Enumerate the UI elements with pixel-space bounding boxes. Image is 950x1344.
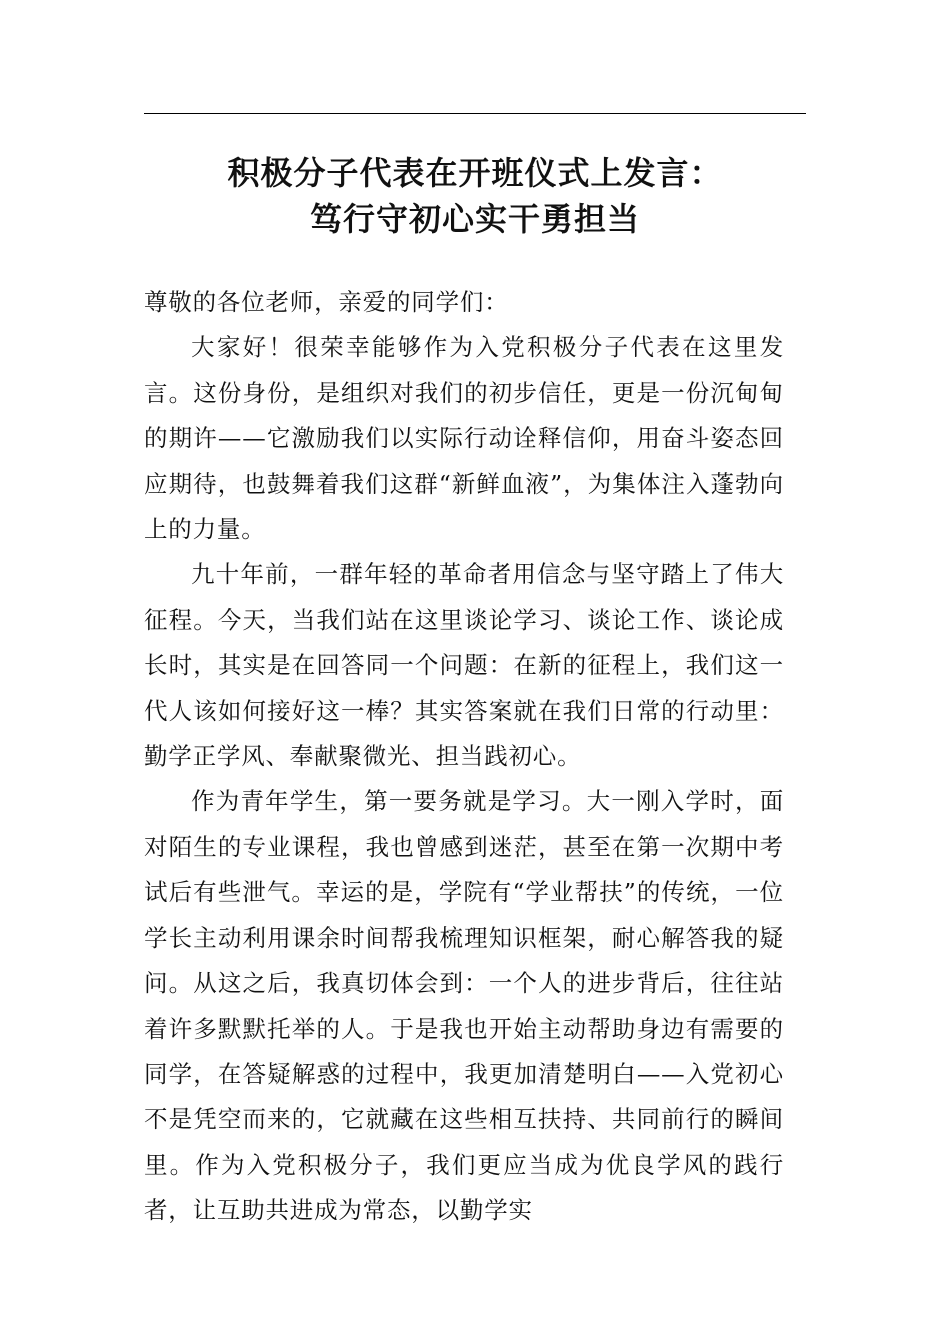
title-line-1: 积极分子代表在开班仪式上发言：	[227, 154, 723, 192]
paragraph-3: 作为青年学生，第一要务就是学习。大一刚入学时，面对陌生的专业课程，我也曾感到迷茫，甚至在第一次期中考试后有些泄气。幸运的是，学院有“学业帮扶”的传统，一位学长主动利用课余时间帮我梳理知识框架，耐心解答我的疑问。从这之后，我真切体会到：一个人的进步背后，往往站着许多默默托举的人。于是我也开始主动帮助身边有需要的同学，在答疑解惑的过程中，我更加清楚明白——入党初心不是凭空而来的，它就藏在这些相互扶持、共同前行的瞬间里。作为入党积极分子，我们更应当成为优良学风的践行者，让互助共进成为常态，以勤学实	[144, 787, 784, 1225]
document-title	[144, 150, 806, 242]
header-rule	[144, 113, 806, 114]
paragraph-1: 大家好！很荣幸能够作为入党积极分子代表在这里发言。这份身份，是组织对我们的初步信任，更是一份沉甸甸的期许——它激励我们以实际行动诠释信仰，用奋斗姿态回应期待，也鼓舞着我们这群“新鲜血液”，为集体注入蓬勃向上的力量。	[144, 333, 784, 544]
paragraph-2: 九十年前，一群年轻的革命者用信念与坚守踏上了伟大征程。今天，当我们站在这里谈论学习、谈论工作、谈论成长时，其实是在回答同一个问题：在新的征程上，我们这一代人该如何接好这一棒？其实答案就在我们日常的行动里：勤学正学风、奉献聚微光、担当践初心。	[144, 560, 784, 771]
salutation: 尊敬的各位老师，亲爱的同学们：	[144, 288, 509, 316]
title-line-2: 笃行守初心实干勇担当	[309, 200, 640, 238]
document-body	[144, 280, 784, 1234]
